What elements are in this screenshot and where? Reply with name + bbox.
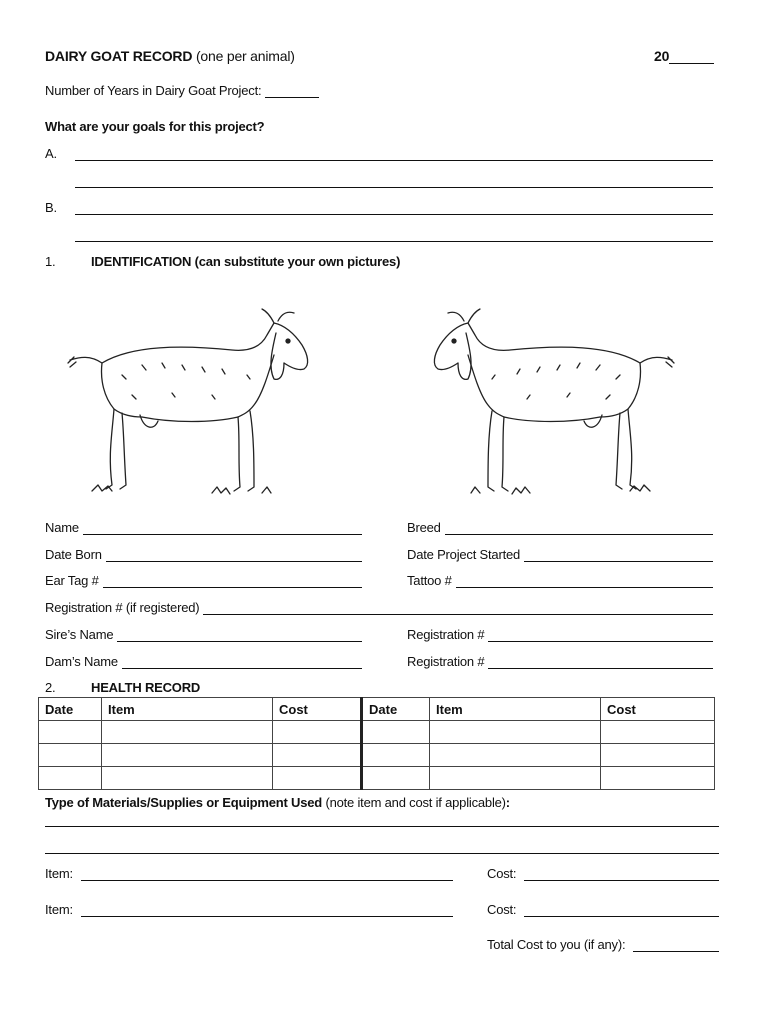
health-header-row <box>39 698 715 721</box>
name-label: Name <box>45 520 79 535</box>
goal-b-label: B. <box>45 200 57 215</box>
table-cell[interactable] <box>362 767 430 790</box>
health-number: 2. <box>45 680 56 695</box>
form-title <box>45 48 295 64</box>
cost-field-2[interactable] <box>487 902 719 917</box>
health-record-table <box>38 697 715 790</box>
goal-b-line-2[interactable] <box>75 241 713 242</box>
table-row <box>39 721 715 744</box>
dams-name-label: Dam’s Name <box>45 654 118 669</box>
date-born-field[interactable] <box>45 547 362 562</box>
identification-title: IDENTIFICATION (can substitute your own pictures) <box>91 254 401 269</box>
goat-illustration-left <box>62 305 332 505</box>
sire-registration-field[interactable] <box>407 627 713 642</box>
col-item-2: Item <box>430 698 601 721</box>
goal-a-line-2[interactable] <box>75 187 713 188</box>
cost-field-1[interactable] <box>487 866 719 881</box>
ear-tag-field[interactable] <box>45 573 362 588</box>
cost-label-2: Cost: <box>487 902 517 917</box>
date-born-label: Date Born <box>45 547 102 562</box>
date-project-started-label: Date Project Started <box>407 547 521 562</box>
date-project-started-field[interactable] <box>407 547 713 562</box>
name-field[interactable] <box>45 520 362 535</box>
table-cell[interactable] <box>430 767 601 790</box>
item-label-2: Item: <box>45 902 73 917</box>
sire-registration-label: Registration # <box>407 627 485 642</box>
goal-b-line-1[interactable] <box>75 214 713 215</box>
table-cell[interactable] <box>362 744 430 767</box>
sires-name-label: Sire’s Name <box>45 627 114 642</box>
ear-tag-label: Ear Tag # <box>45 573 99 588</box>
table-cell[interactable] <box>102 744 273 767</box>
table-cell[interactable] <box>39 744 102 767</box>
health-title: HEALTH RECORD <box>91 680 201 695</box>
col-item-1: Item <box>102 698 273 721</box>
materials-label-colon: : <box>505 795 510 810</box>
form-title-note: (one per animal) <box>195 48 295 64</box>
sires-name-field[interactable] <box>45 627 362 642</box>
form-title-bold: DAIRY GOAT RECORD <box>45 48 193 64</box>
table-cell[interactable] <box>39 721 102 744</box>
col-cost-2: Cost <box>601 698 715 721</box>
table-row <box>39 767 715 790</box>
item-label-1: Item: <box>45 866 73 881</box>
materials-label-bold: Type of Materials/Supplies or Equipment Used <box>45 795 323 810</box>
goals-question: What are your goals for this project? <box>45 119 265 134</box>
materials-line-2[interactable] <box>45 853 719 854</box>
table-cell[interactable] <box>102 721 273 744</box>
table-cell[interactable] <box>39 767 102 790</box>
materials-label-note: (note item and cost if applicable) <box>325 795 506 810</box>
cost-label-1: Cost: <box>487 866 517 881</box>
year-field[interactable] <box>654 48 714 64</box>
years-in-project-field[interactable] <box>45 83 319 98</box>
col-cost-1: Cost <box>273 698 362 721</box>
tattoo-label: Tattoo # <box>407 573 452 588</box>
goat-illustration-right <box>410 305 680 505</box>
year-prefix: 20 <box>654 48 670 64</box>
table-cell[interactable] <box>362 721 430 744</box>
breed-field[interactable] <box>407 520 713 535</box>
table-cell[interactable] <box>601 721 715 744</box>
table-cell[interactable] <box>273 721 362 744</box>
table-row <box>39 744 715 767</box>
col-date-1: Date <box>39 698 102 721</box>
dam-registration-field[interactable] <box>407 654 713 669</box>
table-cell[interactable] <box>273 744 362 767</box>
item-field-2[interactable] <box>45 902 453 917</box>
total-cost-field[interactable] <box>487 937 719 952</box>
table-cell[interactable] <box>273 767 362 790</box>
years-in-project-label: Number of Years in Dairy Goat Project: <box>45 83 262 98</box>
registration-field[interactable] <box>45 600 713 615</box>
table-cell[interactable] <box>601 767 715 790</box>
materials-line-1[interactable] <box>45 826 719 827</box>
goal-a-line-1[interactable] <box>75 160 713 161</box>
goal-a-label: A. <box>45 146 57 161</box>
item-field-1[interactable] <box>45 866 453 881</box>
tattoo-field[interactable] <box>407 573 713 588</box>
materials-label <box>45 795 510 810</box>
breed-label: Breed <box>407 520 441 535</box>
dams-name-field[interactable] <box>45 654 362 669</box>
identification-number: 1. <box>45 254 56 269</box>
total-cost-label: Total Cost to you (if any): <box>487 937 626 952</box>
table-cell[interactable] <box>430 744 601 767</box>
table-cell[interactable] <box>601 744 715 767</box>
table-cell[interactable] <box>102 767 273 790</box>
dam-registration-label: Registration # <box>407 654 485 669</box>
table-cell[interactable] <box>430 721 601 744</box>
col-date-2: Date <box>362 698 430 721</box>
registration-label: Registration # (if registered) <box>45 600 200 615</box>
